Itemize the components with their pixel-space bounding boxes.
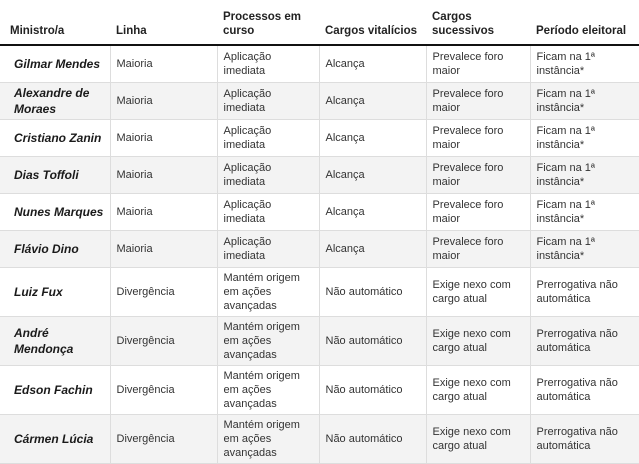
table-row <box>0 157 639 194</box>
electoral-period-cell: Prerrogativa não automática <box>530 415 639 464</box>
table-row <box>0 317 639 366</box>
successive-positions-cell: Exige nexo com cargo atual <box>426 415 530 464</box>
electoral-period-cell: Prerrogativa não automática <box>530 268 639 317</box>
line-cell: Maioria <box>110 45 217 83</box>
lifetime-positions-cell: Não automático <box>319 366 426 415</box>
successive-positions-cell: Prevalece foro maior <box>426 45 530 83</box>
successive-positions-cell: Prevalece foro maior <box>426 83 530 120</box>
lifetime-positions-cell: Não automático <box>319 317 426 366</box>
lifetime-positions-cell: Alcança <box>319 45 426 83</box>
ongoing-cases-cell: Mantém origem em ações avançadas <box>217 415 319 464</box>
table-row <box>0 231 639 268</box>
table-row <box>0 120 639 157</box>
ongoing-cases-cell: Mantém origem em ações avançadas <box>217 317 319 366</box>
successive-positions-cell: Prevalece foro maior <box>426 194 530 231</box>
table-row <box>0 194 639 231</box>
minister-name: André Mendonça <box>0 317 110 366</box>
electoral-period-cell: Ficam na 1ª instância* <box>530 194 639 231</box>
minister-name: Alexandre de Moraes <box>0 83 110 120</box>
header-lifetime-positions: Cargos vitalícios <box>319 0 426 45</box>
ongoing-cases-cell: Aplicação imediata <box>217 157 319 194</box>
line-cell: Divergência <box>110 268 217 317</box>
successive-positions-cell: Prevalece foro maior <box>426 120 530 157</box>
minister-name: Cristiano Zanin <box>0 120 110 157</box>
successive-positions-cell: Prevalece foro maior <box>426 231 530 268</box>
minister-name: Luiz Fux <box>0 268 110 317</box>
ongoing-cases-cell: Mantém origem em ações avançadas <box>217 268 319 317</box>
minister-name: Cármen Lúcia <box>0 415 110 464</box>
ongoing-cases-cell: Mantém origem em ações avançadas <box>217 366 319 415</box>
ongoing-cases-cell: Aplicação imediata <box>217 231 319 268</box>
header-line: Linha <box>110 0 217 45</box>
lifetime-positions-cell: Alcança <box>319 194 426 231</box>
electoral-period-cell: Prerrogativa não automática <box>530 317 639 366</box>
electoral-period-cell: Ficam na 1ª instância* <box>530 231 639 268</box>
minister-name: Flávio Dino <box>0 231 110 268</box>
electoral-period-cell: Prerrogativa não automática <box>530 366 639 415</box>
line-cell: Maioria <box>110 83 217 120</box>
table-row <box>0 268 639 317</box>
minister-name: Edson Fachin <box>0 366 110 415</box>
table-row <box>0 366 639 415</box>
successive-positions-cell: Exige nexo com cargo atual <box>426 317 530 366</box>
table-row <box>0 415 639 464</box>
minister-name: Dias Toffoli <box>0 157 110 194</box>
minister-name: Nunes Marques <box>0 194 110 231</box>
lifetime-positions-cell: Alcança <box>319 231 426 268</box>
line-cell: Maioria <box>110 157 217 194</box>
line-cell: Divergência <box>110 317 217 366</box>
electoral-period-cell: Ficam na 1ª instância* <box>530 157 639 194</box>
electoral-period-cell: Ficam na 1ª instância* <box>530 120 639 157</box>
lifetime-positions-cell: Não automático <box>319 415 426 464</box>
table-row <box>0 83 639 120</box>
header-ongoing-cases: Processos em curso <box>217 0 319 45</box>
ongoing-cases-cell: Aplicação imediata <box>217 45 319 83</box>
ongoing-cases-cell: Aplicação imediata <box>217 83 319 120</box>
electoral-period-cell: Ficam na 1ª instância* <box>530 45 639 83</box>
lifetime-positions-cell: Não automático <box>319 268 426 317</box>
line-cell: Maioria <box>110 120 217 157</box>
lifetime-positions-cell: Alcança <box>319 157 426 194</box>
electoral-period-cell: Ficam na 1ª instância* <box>530 83 639 120</box>
minister-name: Gilmar Mendes <box>0 45 110 83</box>
lifetime-positions-cell: Alcança <box>319 120 426 157</box>
line-cell: Maioria <box>110 194 217 231</box>
successive-positions-cell: Exige nexo com cargo atual <box>426 366 530 415</box>
line-cell: Divergência <box>110 415 217 464</box>
header-row <box>0 0 639 45</box>
successive-positions-cell: Exige nexo com cargo atual <box>426 268 530 317</box>
header-electoral-period: Período eleitoral <box>530 0 639 45</box>
ongoing-cases-cell: Aplicação imediata <box>217 194 319 231</box>
line-cell: Divergência <box>110 366 217 415</box>
line-cell: Maioria <box>110 231 217 268</box>
header-successive-positions: Cargos sucessivos <box>426 0 530 45</box>
header-minister: Ministro/a <box>0 0 110 45</box>
table-row <box>0 45 639 83</box>
successive-positions-cell: Prevalece foro maior <box>426 157 530 194</box>
ongoing-cases-cell: Aplicação imediata <box>217 120 319 157</box>
lifetime-positions-cell: Alcança <box>319 83 426 120</box>
